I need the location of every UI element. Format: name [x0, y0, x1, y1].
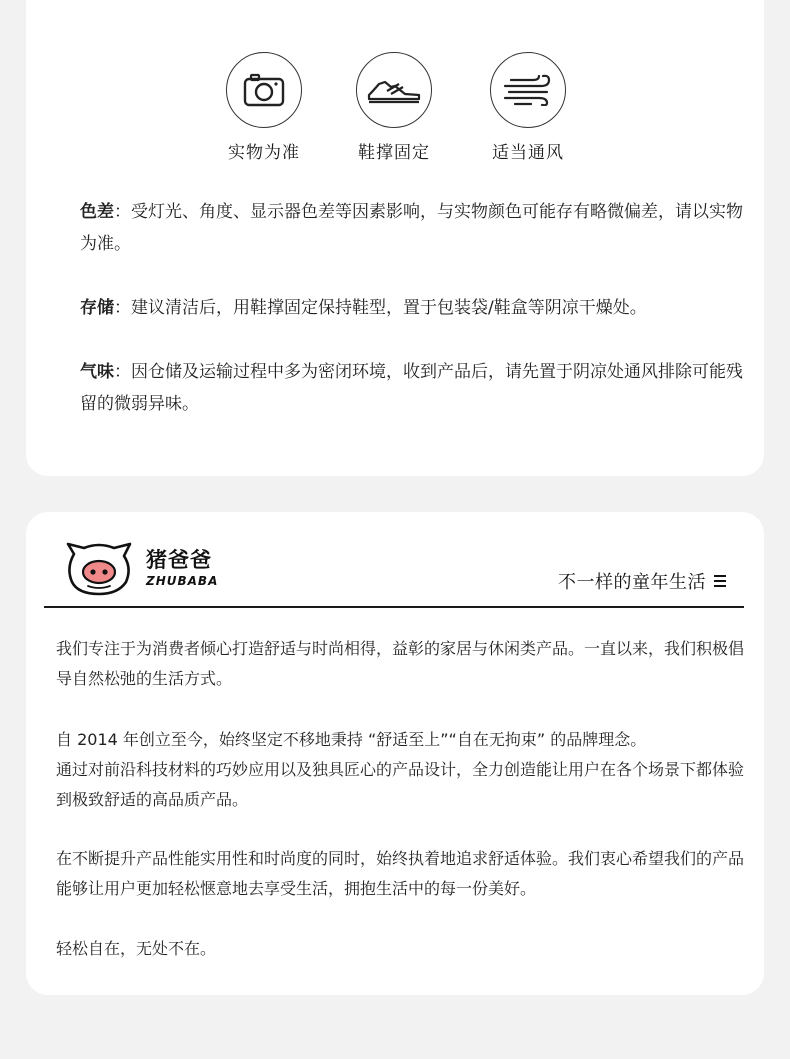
feature-label: 鞋撑固定 [358, 143, 430, 163]
wind-icon-circle [490, 52, 566, 128]
brand-header [44, 532, 744, 608]
shoe-tree-icon-circle [356, 52, 432, 128]
note-title: 色差 [80, 202, 114, 222]
camera-icon-circle [226, 52, 302, 128]
brand-card [26, 512, 764, 995]
menu-icon [714, 572, 726, 590]
feature-label: 实物为准 [228, 143, 300, 163]
note-storage [80, 292, 750, 324]
note-text: 因仓储及运输过程中多为密闭环境，收到产品后，请先置于阴凉处通风排除可能残留的微弱异味。 [80, 362, 743, 414]
note-text: 受灯光、角度、显示器色差等因素影响，与实物颜色可能存有略微偏差，请以实物为准。 [80, 202, 743, 254]
slogan-text: 不一样的童年生活 [558, 572, 706, 593]
feature-real-product [199, 52, 329, 163]
brand-slogan [558, 568, 726, 594]
brand-name-en: ZHUBABA [146, 574, 219, 588]
note-title: 存储 [80, 298, 114, 318]
note-text: 建议清洁后，用鞋撑固定保持鞋型，置于包装袋/鞋盒等阴凉干燥处。 [131, 298, 647, 318]
note-color-difference [80, 196, 750, 260]
brand-paragraph: 我们专注于为消费者倾心打造舒适与时尚相得，益彰的家居与休闲类产品。一直以来，我们积极倡导自然松弛的生活方式。 [56, 639, 745, 688]
note-title: 气味 [80, 362, 114, 382]
feature-ventilation [463, 52, 593, 163]
note-separator: ： [114, 362, 131, 382]
note-separator: ： [114, 298, 131, 318]
brand-name-cn: 猪爸爸 [146, 548, 212, 572]
feature-label: 适当通风 [492, 143, 564, 163]
brand-logo [64, 542, 244, 596]
brand-paragraph: 轻松自在，无处不在。 [56, 939, 217, 958]
note-separator: ： [114, 202, 131, 222]
pig-logo-icon [64, 542, 134, 596]
wind-icon [503, 74, 553, 106]
note-odor [80, 356, 750, 420]
brand-paragraph: 自 2014 年创立至今，始终坚定不移地秉持 “舒适至上”“自在无拘束” 的品牌理念。 通过对前沿科技材料的巧妙应用以及独具匠心的产品设计，全力创造能让用户在各个场景下都体验到极致舒适的高品质产品。 [56, 730, 745, 809]
camera-icon [243, 73, 285, 107]
brand-paragraph: 在不断提升产品性能实用性和时尚度的同时，始终执着地追求舒适体验。我们衷心希望我们的产品能够让用户更加轻松惬意地去享受生活，拥抱生活中的每一份美好。 [56, 849, 745, 898]
care-card [26, 0, 764, 476]
shoe-tree-icon [365, 75, 423, 105]
feature-shoe-tree [329, 52, 459, 163]
